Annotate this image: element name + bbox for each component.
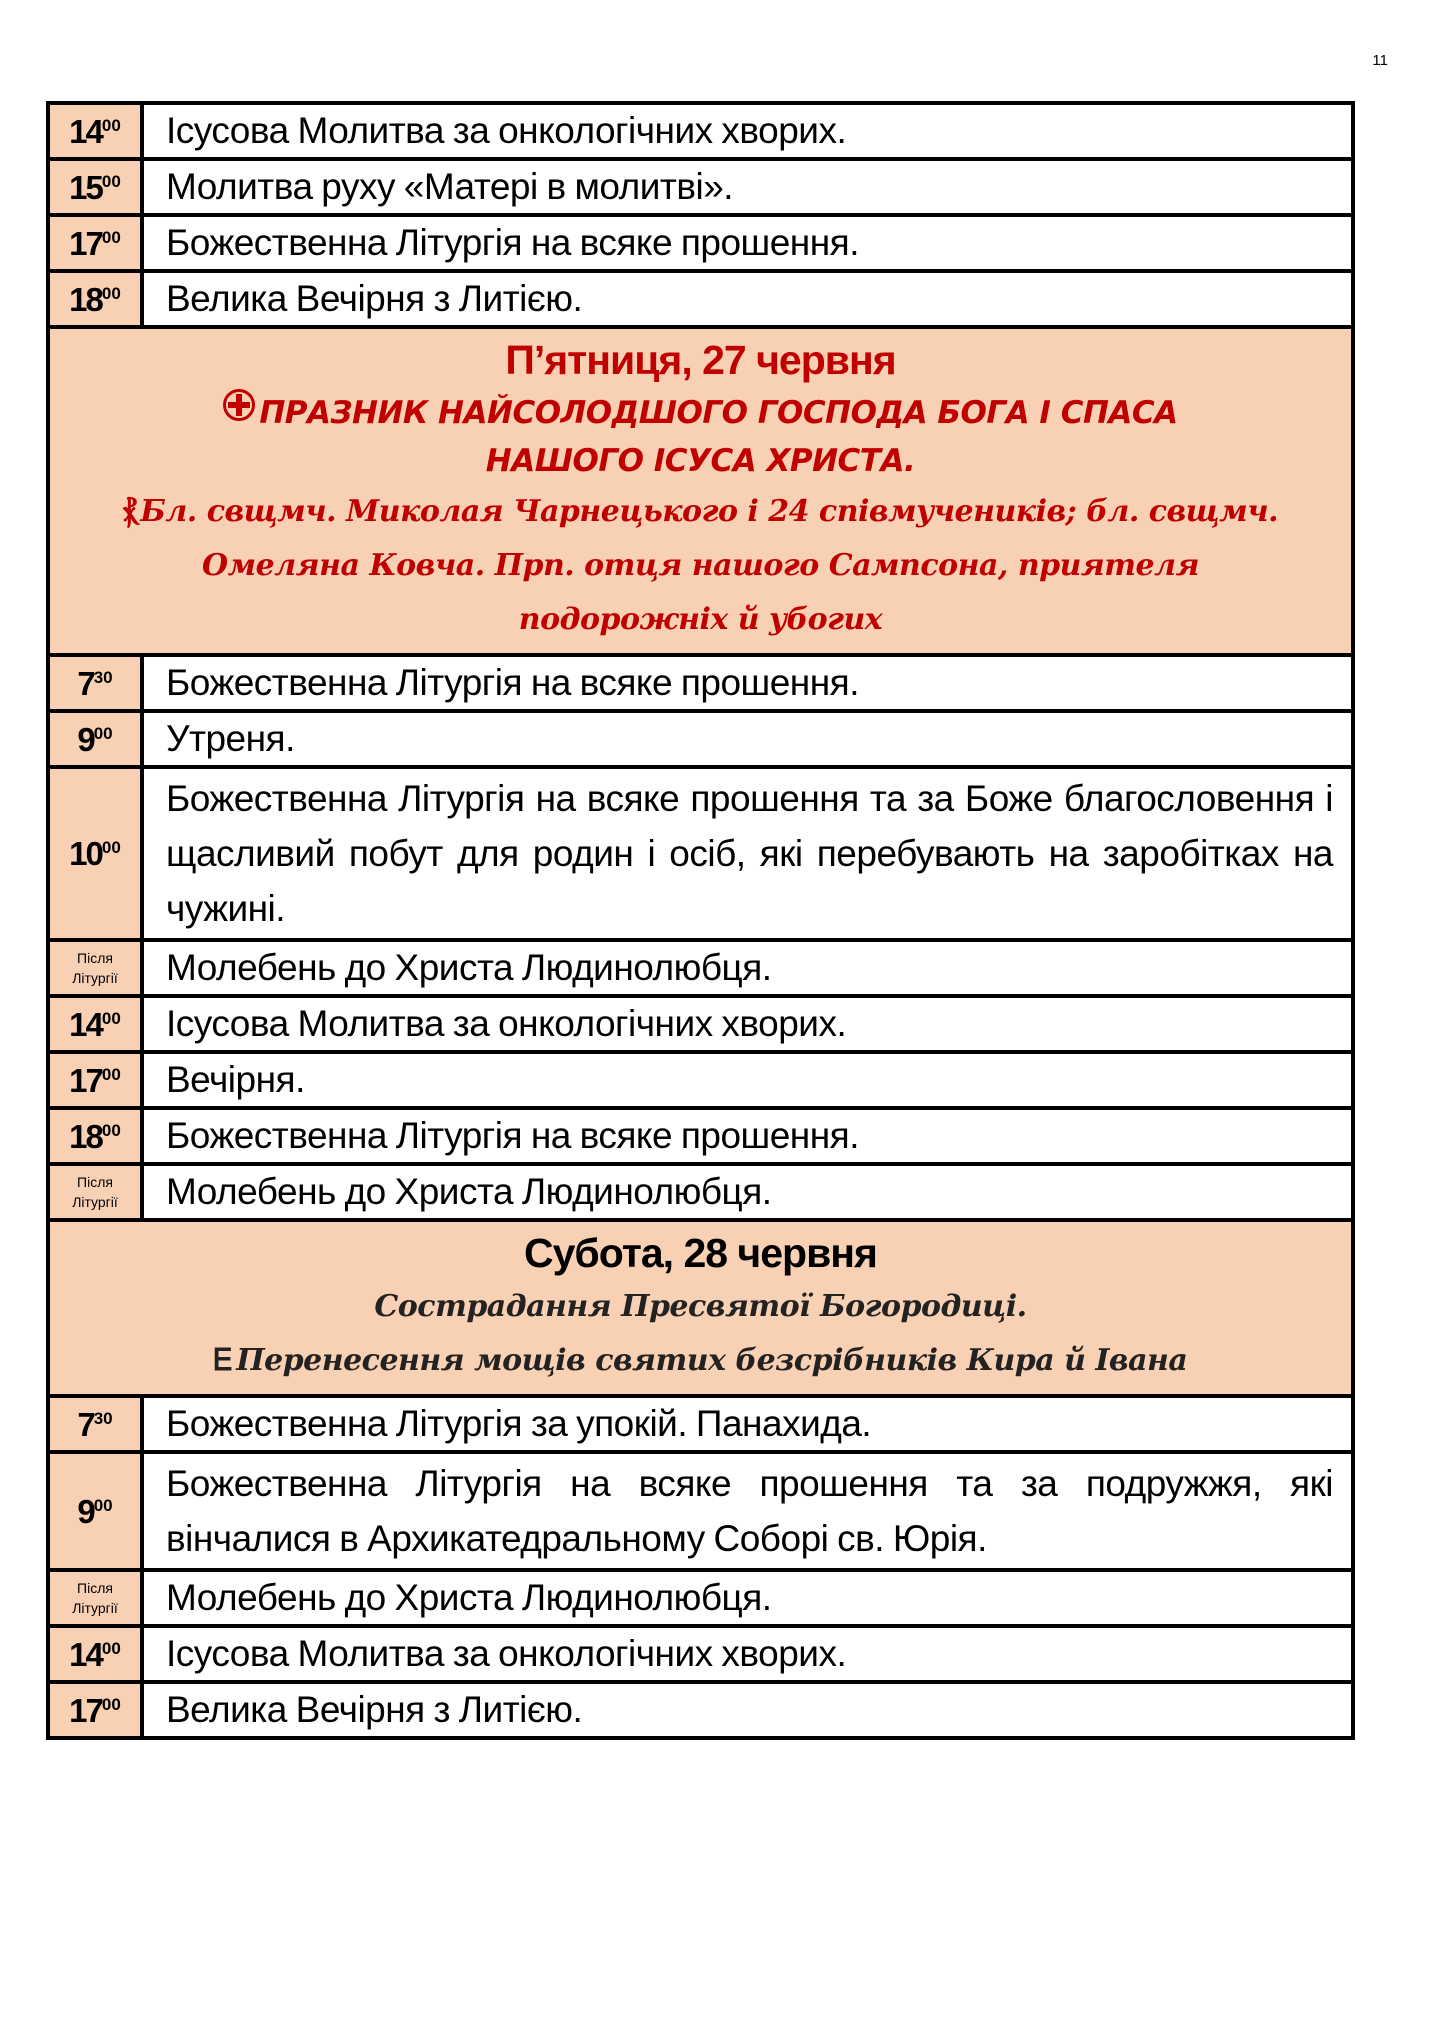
- time-cell: $9^{00}$: [48, 711, 142, 767]
- table-row: [48, 711, 1353, 767]
- cross-in-circle-icon: [223, 389, 255, 421]
- event-text: Молебень до Христа Людинолюбця.: [142, 1164, 1353, 1220]
- day-header-cell: [48, 327, 1353, 655]
- time-cell: $14^{00}$: [48, 996, 142, 1052]
- day-header-saturday: [48, 1220, 1353, 1396]
- time-cell: $14^{00}$: [48, 103, 142, 159]
- schedule-table: [46, 101, 1355, 1740]
- event-text: Молебень до Христа Людинолюбця.: [142, 940, 1353, 996]
- event-text: Ісусова Молитва за онкологічних хворих.: [142, 1626, 1353, 1682]
- time-cell: $18^{00}$: [48, 1108, 142, 1164]
- table-row: [48, 1052, 1353, 1108]
- event-text: Утреня.: [142, 711, 1353, 767]
- day-header-cell: [48, 1220, 1353, 1396]
- after-liturgy-cell: Після Літургії: [48, 1570, 142, 1626]
- after-liturgy-cell: Після Літургії: [48, 1164, 142, 1220]
- feast-title-line2: НАШОГО ІСУСА ХРИСТА.: [485, 443, 916, 479]
- event-text: Молитва руху «Матері в молитві».: [142, 159, 1353, 215]
- event-text: Молебень до Христа Людинолюбця.: [142, 1570, 1353, 1626]
- table-row: [48, 1108, 1353, 1164]
- time-cell: $15^{00}$: [48, 159, 142, 215]
- table-row: [48, 1570, 1353, 1626]
- saint-cross-icon: ⳩: [122, 494, 137, 529]
- time-cell: $14^{00}$: [48, 1626, 142, 1682]
- table-row: [48, 103, 1353, 159]
- time-cell: $7^{30}$: [48, 655, 142, 711]
- table-row: [48, 1396, 1353, 1452]
- saints-commemoration: ⳩ Бл. свщмч. Миколая Чарнецького і 24 співмучеників; бл. свщмч.: [60, 485, 1341, 539]
- saints-commemoration: Ꭼ Перенесення мощів святих безсрібників Кира й Івана: [60, 1334, 1341, 1388]
- feast-title: Сострадання Пресвятої Богородиці.: [374, 1289, 1027, 1324]
- saints-commemoration-line2: Омеляна Ковча. Прп. отця нашого Сампсона, приятеля: [202, 548, 1199, 583]
- table-row: [48, 1626, 1353, 1682]
- event-text: Божественна Літургія на всяке прошення.: [142, 1108, 1353, 1164]
- table-row: [48, 271, 1353, 327]
- event-text: Велика Вечірня з Литією.: [142, 1682, 1353, 1738]
- time-cell: $17^{00}$: [48, 215, 142, 271]
- table-row: [48, 996, 1353, 1052]
- event-text: Божественна Літургія на всяке прошення.: [142, 215, 1353, 271]
- event-text: Вечірня.: [142, 1052, 1353, 1108]
- event-text: Божественна Літургія за упокій. Панахида.: [142, 1396, 1353, 1452]
- table-row: [48, 159, 1353, 215]
- saints-commemoration-line3: подорожніх й убогих: [518, 602, 883, 637]
- table-row: [48, 1682, 1353, 1738]
- time-cell: $7^{30}$: [48, 1396, 142, 1452]
- table-row: [48, 940, 1353, 996]
- table-row: [48, 655, 1353, 711]
- table-row: [48, 1164, 1353, 1220]
- event-text: Божественна Літургія на всяке прошення та за подружжя, які вінчалися в Архикатедральному Соборі св. Юрія.: [142, 1452, 1353, 1570]
- feast-title: ПРАЗНИК НАЙСОЛОДШОГО ГОСПОДА БОГА І СПАСА: [60, 387, 1341, 439]
- time-cell: $18^{00}$: [48, 271, 142, 327]
- table-row: [48, 767, 1353, 940]
- event-text: Божественна Літургія на всяке прошення та за Боже благословення і щасливий побут для родин і осіб, які перебувають на заробітках на чужині.: [142, 767, 1353, 940]
- event-text: Велика Вечірня з Литією.: [142, 271, 1353, 327]
- table-row: [48, 1452, 1353, 1570]
- table-row: [48, 215, 1353, 271]
- day-header-friday: [48, 327, 1353, 655]
- event-text: Божественна Літургія на всяке прошення.: [142, 655, 1353, 711]
- day-title: П’ятниця, 27 червня: [505, 337, 896, 383]
- time-cell: $10^{00}$: [48, 767, 142, 940]
- event-text: Ісусова Молитва за онкологічних хворих.: [142, 103, 1353, 159]
- after-liturgy-cell: Після Літургії: [48, 940, 142, 996]
- page-number: 11: [1372, 52, 1388, 69]
- time-cell: $17^{00}$: [48, 1682, 142, 1738]
- event-text: Ісусова Молитва за онкологічних хворих.: [142, 996, 1353, 1052]
- schedule-body: [48, 103, 1353, 1738]
- saint-symbol-icon: Ꭼ: [213, 1343, 233, 1378]
- day-title: Субота, 28 червня: [524, 1230, 877, 1276]
- time-cell: $17^{00}$: [48, 1052, 142, 1108]
- time-cell: $9^{00}$: [48, 1452, 142, 1570]
